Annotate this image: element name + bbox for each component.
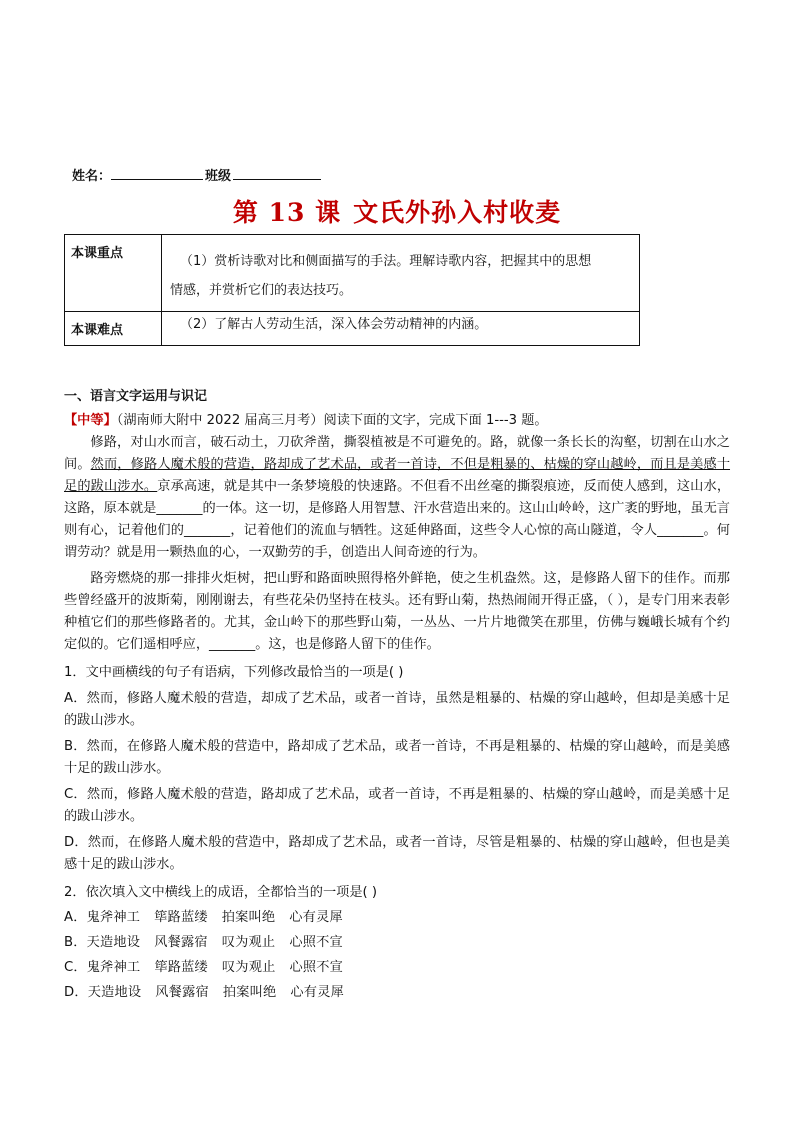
question-2-stem: 2．依次填入文中横线上的成语，全都恰当的一项是( ): [64, 885, 377, 900]
name-blank: [111, 167, 203, 180]
key-point-label: 本课重点: [65, 235, 162, 312]
question-1-option-d: D．然而，在修路人魔术般的营造中，路却成了艺术品，或者一首诗，尽管是粗暴的、枯燥的穿山越岭，但也是美感十足的跋山涉水。: [64, 835, 730, 872]
table-row: [65, 235, 640, 312]
table-row: [65, 312, 640, 346]
underlined-sentence: 然而，修路人魔术般的营造，路却成了艺术品，或者一首诗，不但是粗暴的、枯燥的穿山越岭，而且是美感十足的跋山涉水。: [64, 457, 731, 494]
passage-paragraph-2: 路旁燃烧的那一排排火炬树，把山野和路面映照得格外鲜艳，使之生机盎然。这，是修路人留下的佳作。而那些曾经盛开的波斯菊，刚刚谢去，有些花朵仍坚持在枝头。还有野山菊，热热闹闹开得正盛，（ ），是专门用来表彰种植它们的那些修路者的。尤其，金山岭下的那些野山菊，一丛丛、一片片地微笑在那里，仿佛与巍峨长城有个约定似的。它们遥相呼应，_______。这，也是修路人留下的佳作。: [64, 571, 730, 652]
key-point-line-1: （1）赏析诗歌对比和侧面描写的手法。理解诗歌内容，把握其中的思想: [180, 254, 592, 269]
question-2-option-d: [64, 982, 730, 1004]
key-point-content: [162, 235, 640, 312]
question-1-stem: 1．文中画横线的句子有语病，下列修改最恰当的一项是( ): [64, 665, 404, 680]
question-2-option-c: [64, 957, 730, 979]
option-idiom: 筚路蓝缕: [154, 910, 208, 925]
name-label: 姓名：: [72, 169, 112, 184]
lesson-title: 文氏外孙入村收麦: [353, 198, 562, 227]
lesson-focus-table: [64, 234, 640, 346]
passage-p1-start: 修路，对山水而言，破石动土，刀砍斧凿，撕裂植被是不可避免的。路，就像一条长长的沟壑，切割在山水之间。: [64, 435, 730, 472]
option-idiom: 心有灵犀: [289, 910, 343, 925]
passage-paragraph-1: [64, 432, 730, 564]
option-idiom: 叹为观止: [221, 935, 276, 950]
difficulty-label: 本课难点: [65, 312, 162, 346]
difficulty-content: [162, 312, 640, 346]
key-point-line-2: 情感，并赏析它们的表达技巧。: [170, 283, 353, 298]
passage-p1-end: 京承高速，就是其中一条梦境般的快速路。不但看不出丝毫的撕裂痕迹，反而使人感到，这山水，这路，原本就是_______的一体。这一切，是修路人用智慧、汗水营造出来的。这山山岭岭，这广袤的野地，虽无言则有心，记着他们的_______，记着他们的流血与牺牲。这延伸路面，这些令人心惊的高山隧道，令人_______。何谓劳动？就是用一颗热血的心，一双勤劳的手，创造出人间奇迹的行为。: [64, 479, 731, 560]
option-idiom: 拍案叫绝: [221, 910, 276, 925]
option-idiom: 拍案叫绝: [222, 985, 277, 1000]
question-intro: [64, 410, 730, 432]
option-idiom: 心有灵犀: [290, 985, 344, 1000]
option-idiom: A．鬼斧神工: [64, 910, 141, 925]
option-idiom: 心照不宣: [289, 960, 344, 975]
intro-text: （湖南师大附中 2022 届高三月考）阅读下面的文字，完成下面 1---3 题。: [116, 413, 548, 428]
option-idiom: D．天造地设: [64, 985, 142, 1000]
question-1-option-b: B．然而，在修路人魔术般的营造中，路却成了艺术品，或者一首诗，不再是粗暴的、枯燥的穿山越岭，而是美感十足的跋山涉水。: [64, 739, 730, 776]
section-heading: 一、语言文字运用与识记: [64, 389, 208, 404]
option-idiom: C．鬼斧神工: [64, 960, 141, 975]
lesson-number: 第 13 课: [232, 198, 342, 227]
option-idiom: 筚路蓝缕: [154, 960, 208, 975]
question-2-option-b: [64, 932, 730, 954]
page-title: [0, 193, 794, 229]
difficulty-tag: 【中等】: [64, 413, 117, 428]
exercise-body: [64, 410, 730, 1004]
difficulty-line-1: （2）了解古人劳动生活，深入体会劳动精神的内涵。: [180, 317, 488, 332]
option-idiom: 风餐露宿: [154, 935, 208, 950]
option-idiom: 叹为观止: [221, 960, 276, 975]
question-2-option-a: [64, 907, 730, 929]
option-idiom: 心照不宣: [289, 935, 343, 950]
option-idiom: B．天造地设: [64, 935, 141, 950]
option-idiom: 风餐露宿: [155, 985, 209, 1000]
class-blank: [233, 167, 321, 180]
class-label: 班级: [205, 169, 232, 184]
question-1-option-c: C．然而，修路人魔术般的营造，路却成了艺术品，或者一首诗，不再是粗暴的、枯燥的穿山越岭，而是美感十足的跋山涉水。: [64, 787, 730, 824]
question-1-option-a: A．然而，修路人魔术般的营造，却成了艺术品，或者一首诗，虽然是粗暴的、枯燥的穿山越岭，但却是美感十足的跋山涉水。: [64, 691, 730, 728]
name-class-line: [72, 165, 321, 184]
